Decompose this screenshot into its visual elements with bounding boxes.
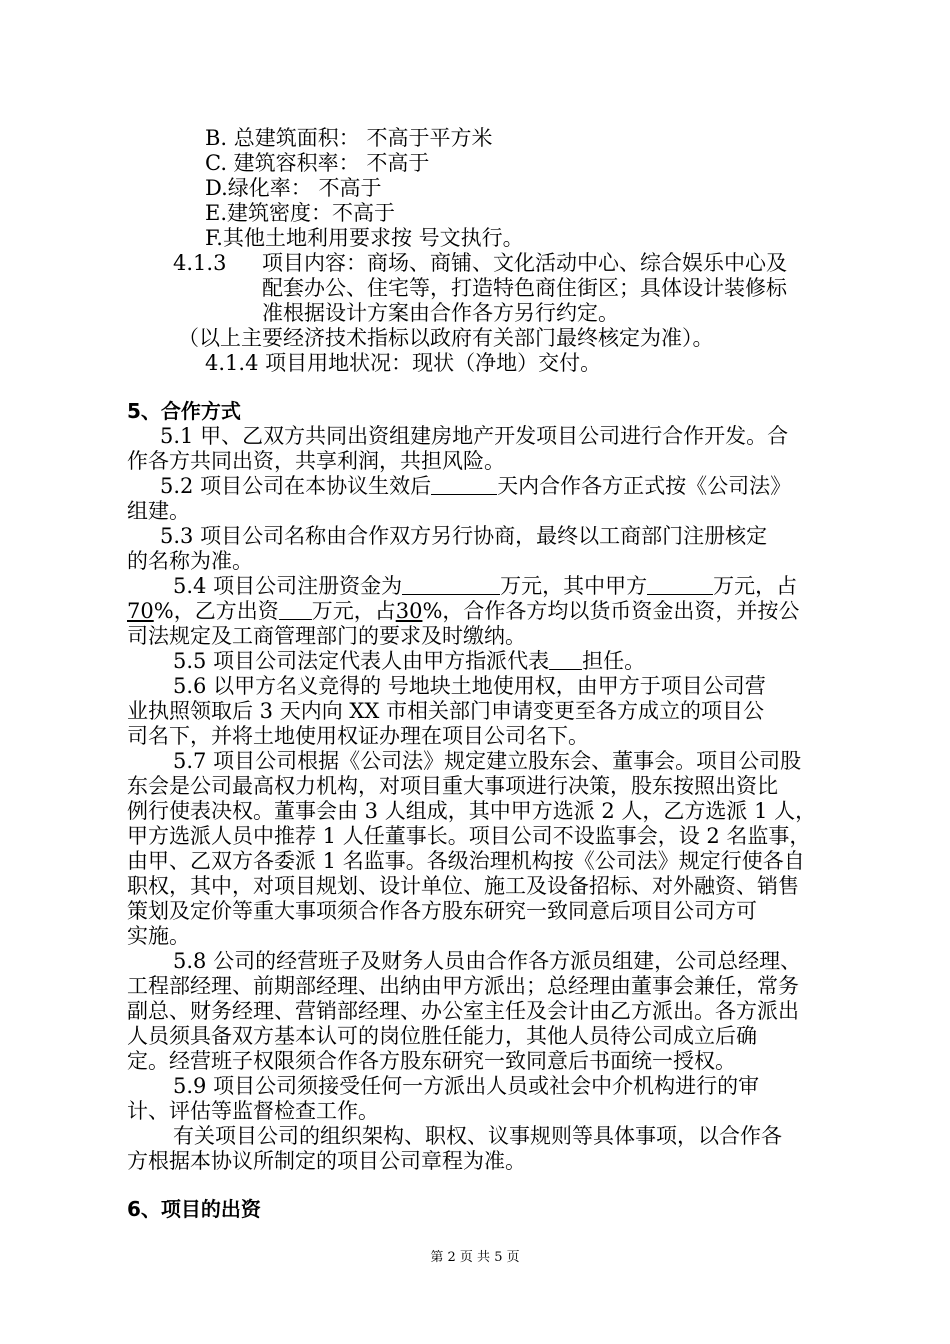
clause-5-2-text: 5.2 项目公司在本协议生效后 bbox=[160, 474, 432, 498]
clause-5-7-line: 5.7 项目公司根据《公司法》规定建立股东会、董事会。项目公司股 bbox=[173, 749, 802, 773]
clause-5-7-line: 实施。 bbox=[127, 924, 190, 948]
clause-5-8-line: 5.8 公司的经营班子及财务人员由合作各方派员组建，公司总经理、 bbox=[173, 949, 802, 973]
clause-4-1-4: 4.1.4 项目用地状况：现状（净地）交付。 bbox=[205, 351, 602, 375]
share-percent-a: 70 bbox=[127, 599, 154, 623]
clause-5-2-line: 组建。 bbox=[127, 499, 190, 523]
clause-4-1-3-line: 准根据设计方案由合作各方另行约定。 bbox=[262, 301, 619, 325]
clause-5-3-line: 5.3 项目公司名称由合作双方另行协商，最终以工商部门注册核定 bbox=[160, 524, 768, 548]
clause-5-3-line: 的名称为准。 bbox=[127, 549, 253, 573]
clause-5-8-line: 副总、财务经理、营销部经理、办公室主任及会计由乙方派出。各方派出 bbox=[127, 999, 799, 1023]
clause-5-6-line: 5.6 以甲方名义竞得的 号地块土地使用权，由甲方于项目公司营 bbox=[173, 674, 766, 698]
clause-4-1-3-number: 4.1.3 bbox=[173, 251, 227, 275]
clause-5-7-line: 东会是公司最高权力机构，对项目重大事项进行决策，股东按照出资比 bbox=[127, 774, 778, 798]
clause-5-5-text: 担任。 bbox=[582, 649, 646, 673]
blank-field bbox=[402, 574, 500, 595]
clause-5-8-line: 人员须具备双方基本认可的岗位胜任能力，其他人员待公司成立后确 bbox=[127, 1024, 757, 1048]
blank-field bbox=[279, 599, 312, 620]
blank-field bbox=[549, 649, 582, 670]
clause-5-6-line: 司名下，并将土地使用权证办理在项目公司名下。 bbox=[127, 724, 589, 748]
clause-5-1-line: 作各方共同出资，共享利润，共担风险。 bbox=[127, 449, 505, 473]
clause-5-2-line bbox=[160, 473, 791, 499]
clause-5-4-text: 万元，占 bbox=[713, 574, 798, 598]
clause-5-6-line: 业执照领取后 3 天内向 XX 市相关部门申请变更至各方成立的项目公 bbox=[127, 699, 764, 723]
clause-5-7-line: 例行使表决权。董事会由 3 人组成，其中甲方选派 2 人，乙方选派 1 人， bbox=[127, 799, 817, 823]
blank-field bbox=[647, 574, 713, 595]
clause-5-4-line: 司法规定及工商管理部门的要求及时缴纳。 bbox=[127, 624, 526, 648]
clause-5-7-line: 策划及定价等重大事项须合作各方股东研究一致同意后项目公司方可 bbox=[127, 899, 757, 923]
clause-5-7-line: 甲方选派人员中推荐 1 人任董事长。项目公司不设监事会，设 2 名监事， bbox=[127, 824, 811, 848]
share-percent-b: 30 bbox=[395, 599, 423, 623]
section-6-heading: 6、项目的出资 bbox=[127, 1197, 261, 1221]
clause-5-4-text: 万元，占 bbox=[311, 599, 396, 623]
clause-5-4-text: 万元，其中甲方 bbox=[500, 574, 648, 598]
item-e: E.建筑密度：不高于 bbox=[205, 201, 396, 225]
item-d: D.绿化率： 不高于 bbox=[205, 176, 382, 200]
clause-4-1-3-line: 项目内容：商场、商铺、文化活动中心、综合娱乐中心及 bbox=[262, 251, 787, 275]
clause-5-7-line: 由甲、乙双方各委派 1 名监事。各级治理机构按《公司法》规定行使各自 bbox=[127, 849, 805, 873]
clause-5-4-line bbox=[173, 573, 797, 599]
clause-5-8-line: 定。经营班子权限须合作各方股东研究一致同意后书面统一授权。 bbox=[127, 1049, 736, 1073]
section-5-heading: 5、合作方式 bbox=[127, 399, 241, 423]
clause-5-4-text: %，合作各方均以货币资金出资，并按公 bbox=[422, 599, 800, 623]
clause-5-2-text: 天内合作各方正式按《公司法》 bbox=[497, 474, 792, 498]
blank-field bbox=[431, 474, 497, 495]
clause-5-9-line: 5.9 项目公司须接受任何一方派出人员或社会中介机构进行的审 bbox=[173, 1074, 760, 1098]
closing-paragraph-line: 有关项目公司的组织架构、职权、议事规则等具体事项，以合作各 bbox=[173, 1124, 782, 1148]
clause-5-5-line bbox=[173, 648, 645, 674]
item-c: C. 建筑容积率： 不高于 bbox=[205, 151, 430, 175]
item-b: B. 总建筑面积： 不高于平方米 bbox=[205, 126, 493, 150]
indicator-note: （以上主要经济技术指标以政府有关部门最终核定为准）。 bbox=[178, 326, 714, 350]
clause-5-4-line bbox=[127, 598, 799, 624]
page-number: 第 2 页 共 5 页 bbox=[430, 1250, 520, 1265]
closing-paragraph-line: 方根据本协议所制定的项目公司章程为准。 bbox=[127, 1149, 526, 1173]
clause-5-7-line: 职权，其中，对项目规划、设计单位、施工及设备招标、对外融资、销售 bbox=[127, 874, 799, 898]
clause-5-5-text: 5.5 项目公司法定代表人由甲方指派代表 bbox=[173, 649, 550, 673]
clause-5-4-text: 5.4 项目公司注册资金为 bbox=[173, 574, 403, 598]
item-f: F.其他土地利用要求按 号文执行。 bbox=[205, 226, 524, 250]
clause-5-9-line: 计、评估等监督检查工作。 bbox=[127, 1099, 379, 1123]
clause-5-1-line: 5.1 甲、乙双方共同出资组建房地产开发项目公司进行合作开发。合 bbox=[160, 424, 789, 448]
clause-4-1-3-line: 配套办公、住宅等，打造特色商住街区；具体设计装修标 bbox=[262, 276, 787, 300]
clause-5-8-line: 工程部经理、前期部经理、出纳由甲方派出；总经理由董事会兼任，常务 bbox=[127, 974, 799, 998]
clause-5-4-text: %，乙方出资 bbox=[153, 599, 279, 623]
